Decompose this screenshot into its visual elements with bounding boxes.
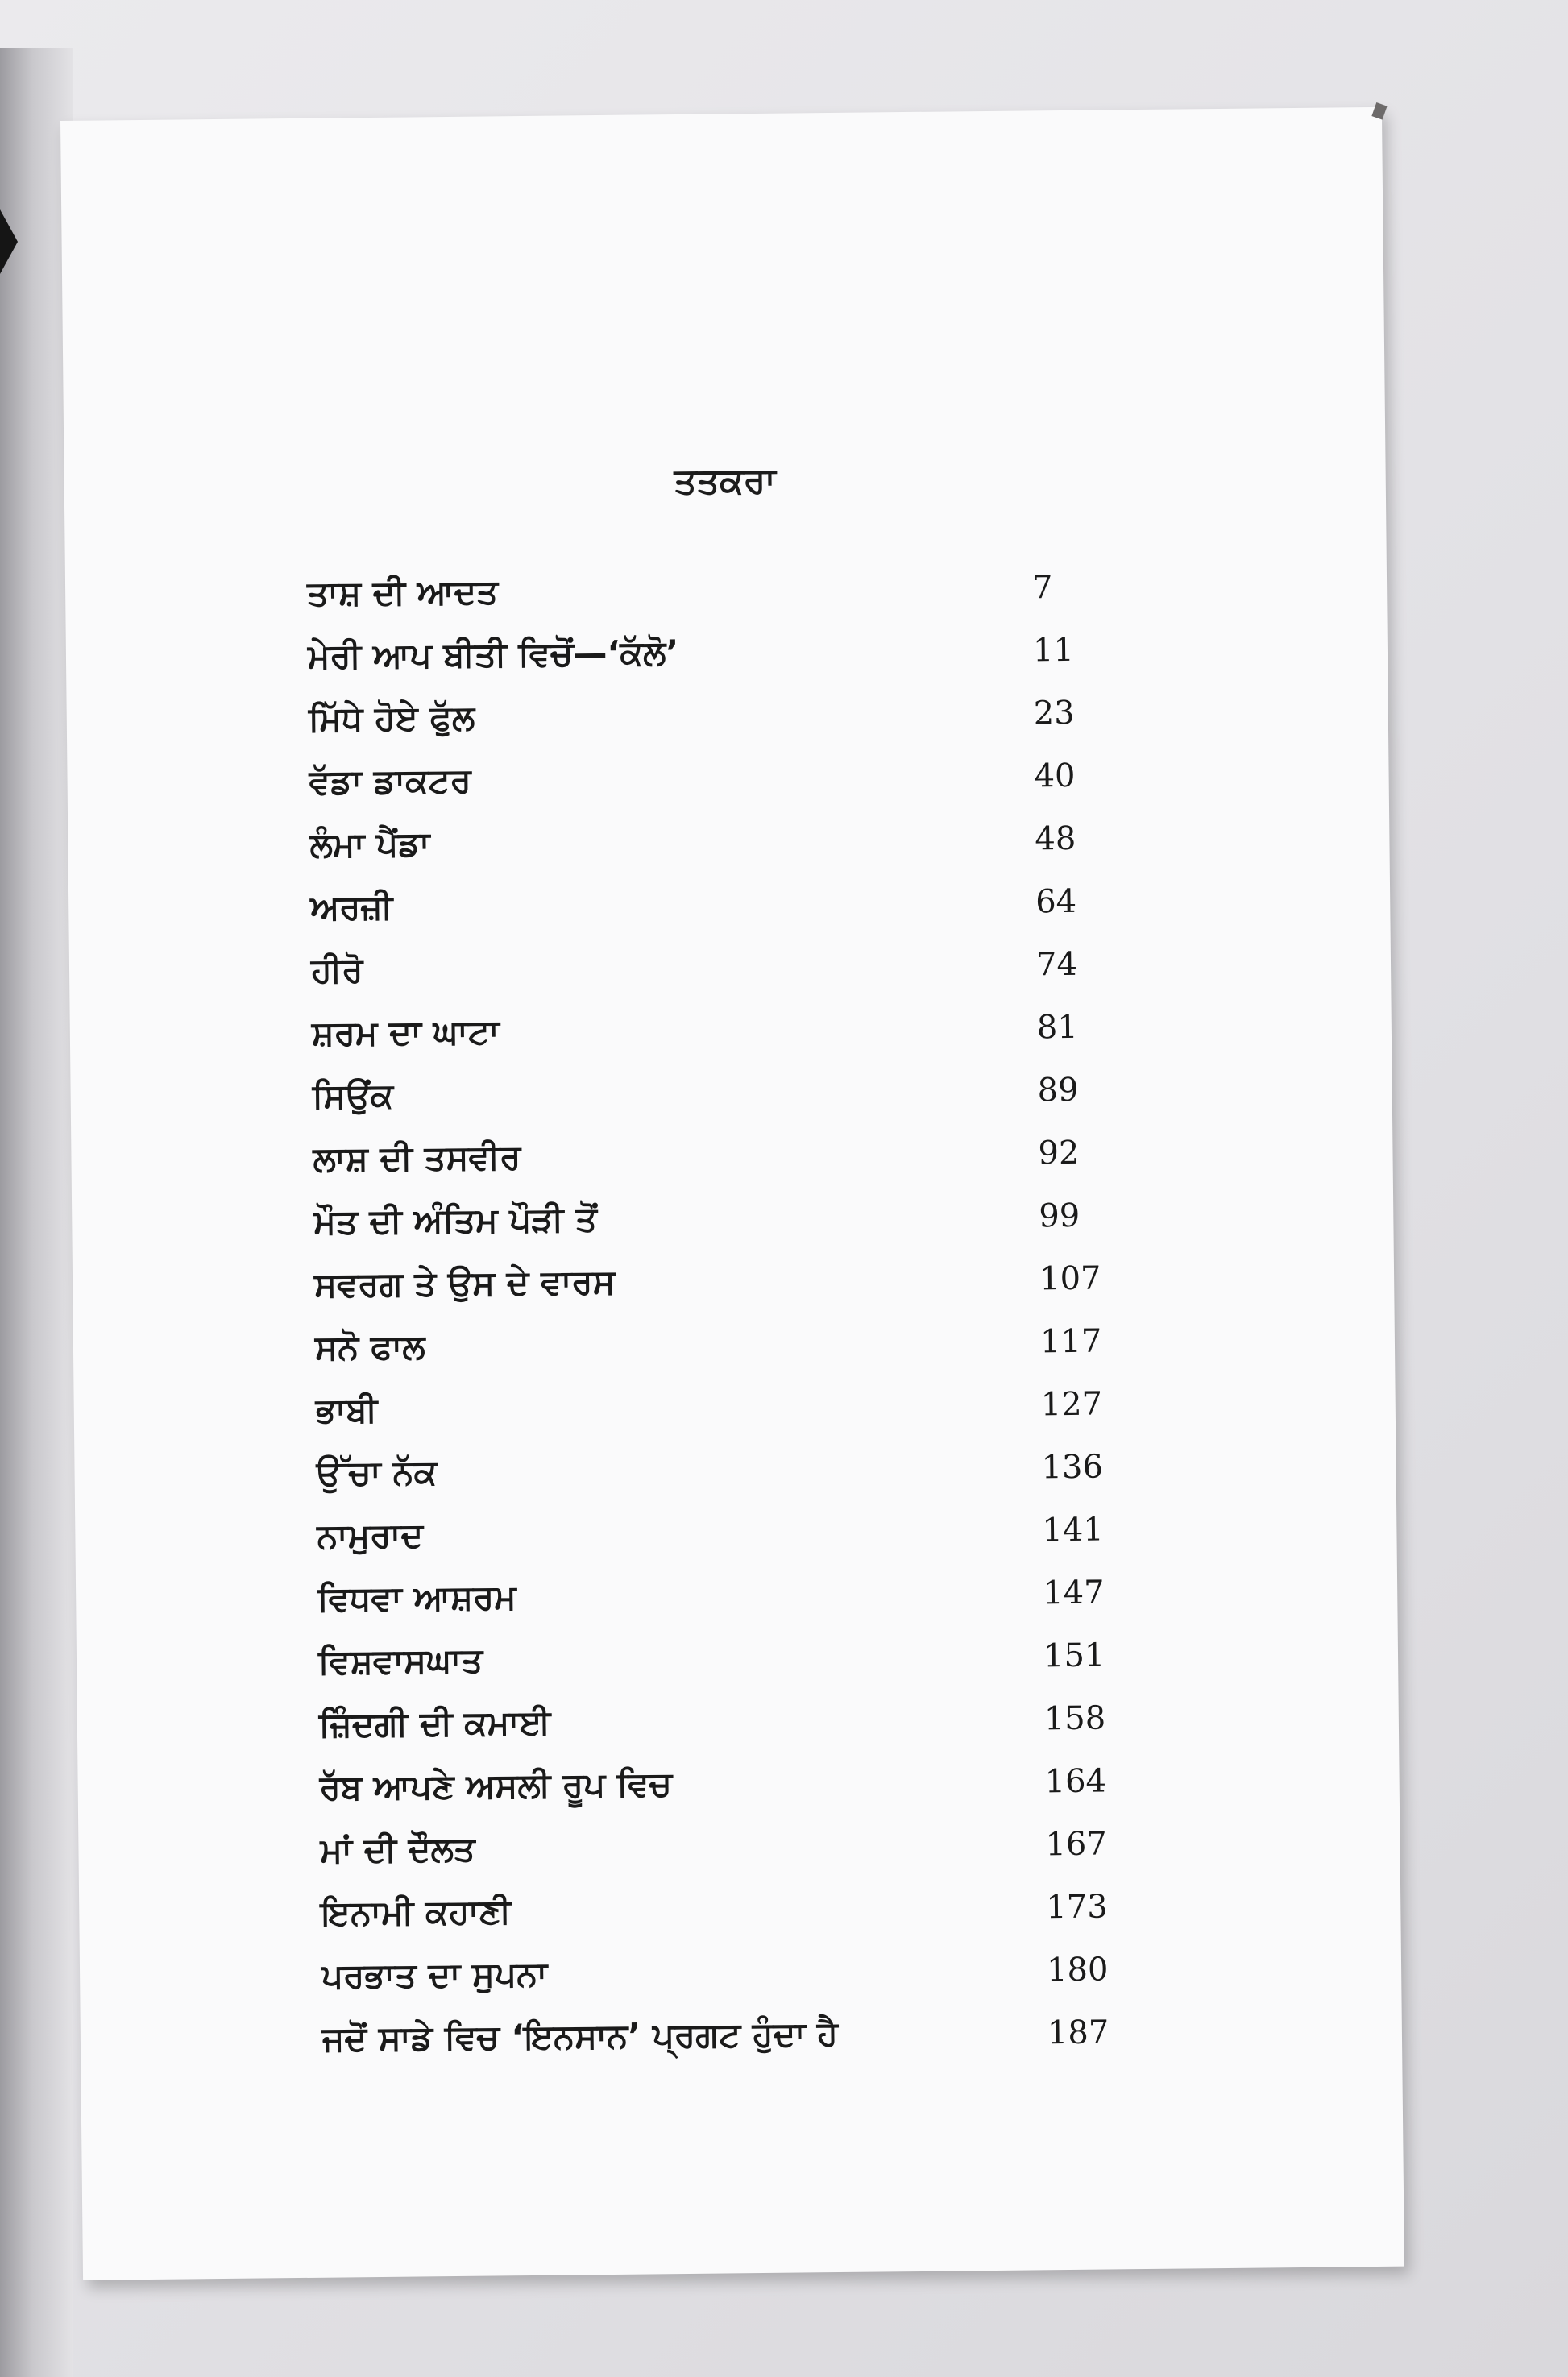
toc-list: [307, 564, 1242, 2082]
toc-entry: [319, 1695, 1238, 1768]
toc-entry-page: 99: [1039, 1197, 1081, 1235]
toc-entry: [321, 1884, 1240, 1956]
toc-entry: [313, 1193, 1233, 1265]
toc-entry-page: 147: [1042, 1574, 1105, 1612]
toc-entry: [321, 1947, 1241, 2019]
toc-entry: [310, 878, 1230, 951]
toc-entry-page: 89: [1037, 1071, 1079, 1110]
toc-entry-title: ਅਰਜ਼ੀ: [309, 886, 393, 927]
toc-entry-page: 11: [1032, 631, 1075, 670]
toc-entry-title: ਲਾਸ਼ ਦੀ ਤਸਵੀਰ: [313, 1137, 521, 1179]
toc-entry: [313, 1130, 1232, 1202]
toc-entry: [319, 1758, 1238, 1831]
toc-entry-title: ਮੌਤ ਦੀ ਅੰਤਿਮ ਪੌੜੀ ਤੋਂ: [313, 1199, 598, 1242]
toc-entry-page: 136: [1041, 1448, 1104, 1487]
toc-entry: [312, 1004, 1231, 1076]
toc-entry: [320, 1821, 1239, 1894]
toc-entry-page: 158: [1043, 1699, 1106, 1738]
toc-entry-title: ਲੰਮਾ ਪੈਂਡਾ: [309, 823, 430, 865]
toc-entry-title: ਮਾਂ ਦੀ ਦੌਲਤ: [320, 1828, 476, 1870]
toc-entry: [316, 1381, 1235, 1454]
toc-entry-page: 92: [1038, 1134, 1080, 1172]
toc-entry: [311, 941, 1230, 1014]
toc-entry-title: ਇਨਾਮੀ ਕਹਾਣੀ: [321, 1891, 512, 1933]
toc-entry-page: 164: [1044, 1762, 1107, 1801]
toc-entry-title: ਪਰਭਾਤ ਦਾ ਸੁਪਨਾ: [321, 1953, 548, 1996]
book-page: [60, 107, 1404, 2280]
toc-entry-page: 167: [1045, 1825, 1108, 1864]
toc-entry-page: 173: [1046, 1888, 1108, 1927]
toc-entry-title: ਸ਼ਰਮ ਦਾ ਘਾਟਾ: [311, 1011, 500, 1053]
toc-entry: [315, 1318, 1234, 1391]
toc-entry-page: 64: [1035, 882, 1077, 921]
toc-entry: [308, 627, 1227, 699]
toc-entry: [322, 2010, 1242, 2082]
toc-entry-page: 187: [1047, 2014, 1110, 2052]
toc-entry-title: ਰੱਬ ਆਪਣੇ ਅਸਲੀ ਰੂਪ ਵਿਚ: [319, 1764, 673, 1807]
toc-entry-page: 81: [1036, 1008, 1078, 1047]
toc-entry-page: 48: [1035, 819, 1076, 858]
toc-entry-title: ਤਾਸ਼ ਦੀ ਆਦਤ: [306, 571, 499, 613]
toc-entry-title: ਸਨੋ ਫਾਲ: [314, 1326, 425, 1367]
toc-entry: [309, 815, 1229, 888]
toc-entry-title: ਜ਼ਿੰਦਗੀ ਦੀ ਕਮਾਈ: [318, 1702, 551, 1744]
toc-entry-page: 127: [1040, 1385, 1103, 1424]
toc-title: ਤਤਕਰਾ: [674, 459, 777, 503]
toc-entry-title: ਮਿੱਧੇ ਹੋਏ ਫੁੱਲ: [308, 697, 475, 739]
toc-entry: [309, 753, 1228, 825]
toc-entry: [317, 1507, 1236, 1579]
toc-entry-page: 7: [1031, 569, 1053, 607]
toc-entry-page: 107: [1039, 1259, 1101, 1298]
toc-entry-page: 23: [1033, 694, 1075, 732]
toc-entry-title: ਹੀਰੋ: [310, 950, 363, 990]
book-spine-shadow: [0, 48, 73, 2377]
spine-mark: [0, 209, 18, 274]
toc-entry-title: ਜਦੋਂ ਸਾਡੇ ਵਿਚ ‘ਇਨਸਾਨ’ ਪ੍ਰਗਟ ਹੁੰਦਾ ਹੈ: [321, 2014, 839, 2059]
toc-entry-page: 40: [1034, 757, 1076, 795]
toc-entry-page: 117: [1039, 1322, 1102, 1361]
toc-entry-page: 141: [1042, 1511, 1104, 1549]
toc-entry-title: ਨਾਮੁਰਾਦ: [317, 1515, 424, 1556]
toc-entry-title: ਵਿਧਵਾ ਆਸ਼ਰਮ: [317, 1577, 517, 1619]
toc-entry-title: ਵੱਡਾ ਡਾਕਟਰ: [309, 760, 472, 802]
toc-entry: [317, 1570, 1237, 1642]
toc-entry-title: ਵਿਸ਼ਵਾਸਘਾਤ: [317, 1640, 483, 1682]
toc-entry-page: 180: [1046, 1951, 1109, 1989]
toc-entry-title: ਭਾਬੀ: [315, 1389, 378, 1430]
toc-entry-title: ਮੇਰੀ ਆਪ ਬੀਤੀ ਵਿਚੋਂ—‘ਕੱਲੋ’: [307, 633, 679, 676]
toc-entry: [307, 564, 1226, 637]
toc-entry: [309, 690, 1228, 762]
toc-entry: [312, 1067, 1231, 1139]
toc-entry-page: 151: [1043, 1637, 1105, 1675]
toc-entry: [318, 1632, 1238, 1705]
toc-entry-title: ਸਵਰਗ ਤੇ ਉਸ ਦੇ ਵਾਰਸ: [313, 1261, 616, 1305]
toc-entry-title: ਸਿਉਂਕ: [312, 1075, 394, 1116]
toc-entry-title: ਉੱਚਾ ਨੱਕ: [316, 1452, 438, 1493]
toc-entry-page: 74: [1035, 945, 1078, 984]
toc-entry: [316, 1444, 1235, 1516]
toc-entry: [314, 1255, 1234, 1328]
